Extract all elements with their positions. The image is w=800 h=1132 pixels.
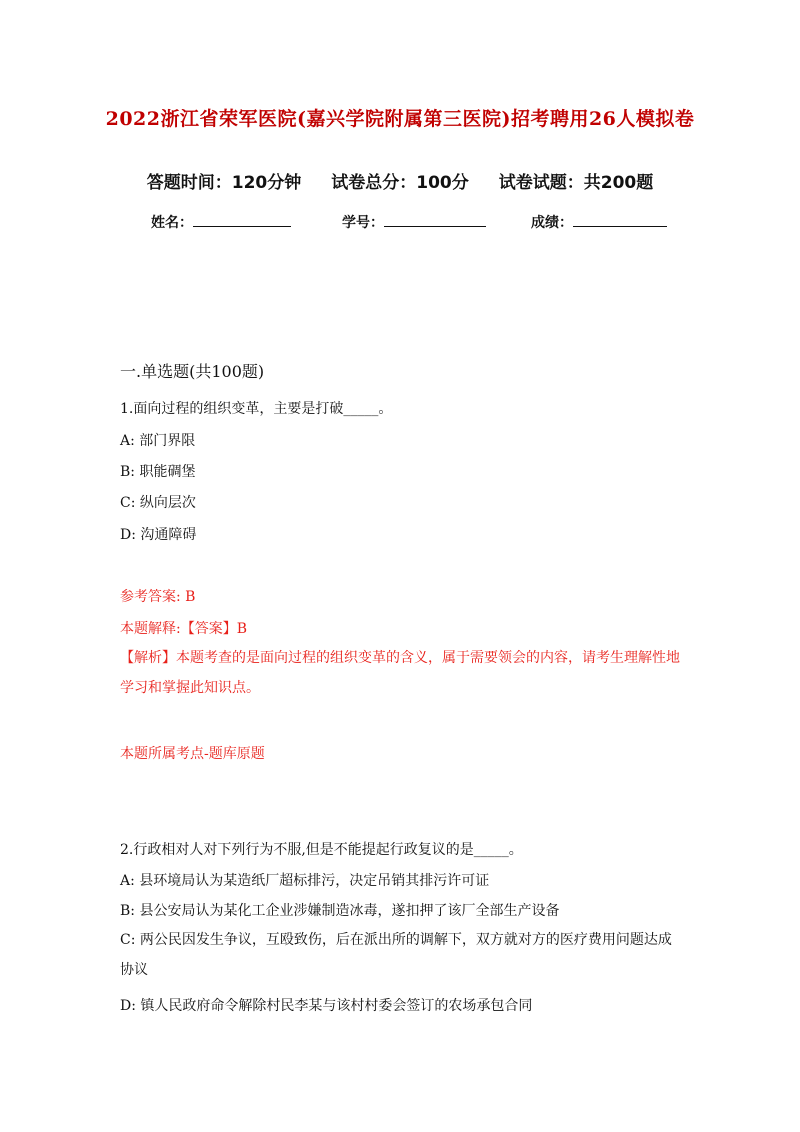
exam-time: 答题时间：120分钟 bbox=[146, 173, 302, 193]
question-1-answer: 参考答案: B bbox=[120, 589, 196, 605]
question-1-option-c: C: 纵向层次 bbox=[120, 495, 196, 511]
score-field bbox=[531, 212, 667, 232]
question-2-option-d: D: 镇人民政府命令解除村民李某与该村村委会签订的农场承包合同 bbox=[120, 998, 533, 1014]
name-label: 姓名： bbox=[151, 215, 193, 231]
exam-question-count: 试卷试题：共200题 bbox=[498, 173, 654, 193]
question-1-option-d: D: 沟通障碍 bbox=[120, 527, 197, 543]
question-2-option-c: C: 两公民因发生争议，互殴致伤，后在派出所的调解下，双方就对方的医疗费用问题达成协议 bbox=[120, 932, 672, 978]
score-blank bbox=[573, 212, 667, 227]
question-1-option-a: A: 部门界限 bbox=[120, 433, 196, 449]
section-title: 一.单选题(共100题) bbox=[120, 362, 265, 381]
exam-meta bbox=[0, 168, 800, 193]
question-2-option-a: A: 县环境局认为某造纸厂超标排污，决定吊销其排污许可证 bbox=[120, 873, 490, 889]
name-field bbox=[151, 212, 291, 232]
student-id-field bbox=[342, 212, 486, 232]
score-label: 成绩： bbox=[531, 215, 573, 231]
question-1-explain-body: 【解析】本题考查的是面向过程的组织变革的含义，属于需要领会的内容，请考生理解性地学习和掌握此知识点。 bbox=[120, 650, 680, 696]
student-id-label: 学号： bbox=[342, 215, 384, 231]
question-1-explain-head: 本题解释:【答案】B bbox=[120, 621, 248, 637]
exam-title: 2022浙江省荣军医院(嘉兴学院附属第三医院)招考聘用26人模拟卷 bbox=[105, 108, 695, 130]
question-2-option-b: B: 县公安局认为某化工企业涉嫌制造冰毒，遂扣押了该厂全部生产设备 bbox=[120, 903, 560, 919]
question-1-source: 本题所属考点-题库原题 bbox=[120, 746, 265, 762]
question-1-option-b: B: 职能碉堡 bbox=[120, 464, 196, 480]
exam-total-score: 试卷总分：100分 bbox=[331, 173, 469, 193]
question-1-stem: 1.面向过程的组织变革，主要是打破_____。 bbox=[120, 401, 393, 417]
name-blank bbox=[193, 212, 291, 227]
question-2-stem: 2.行政相对人对下列行为不服,但是不能提起行政复议的是_____。 bbox=[120, 842, 523, 858]
student-id-blank bbox=[384, 212, 486, 227]
